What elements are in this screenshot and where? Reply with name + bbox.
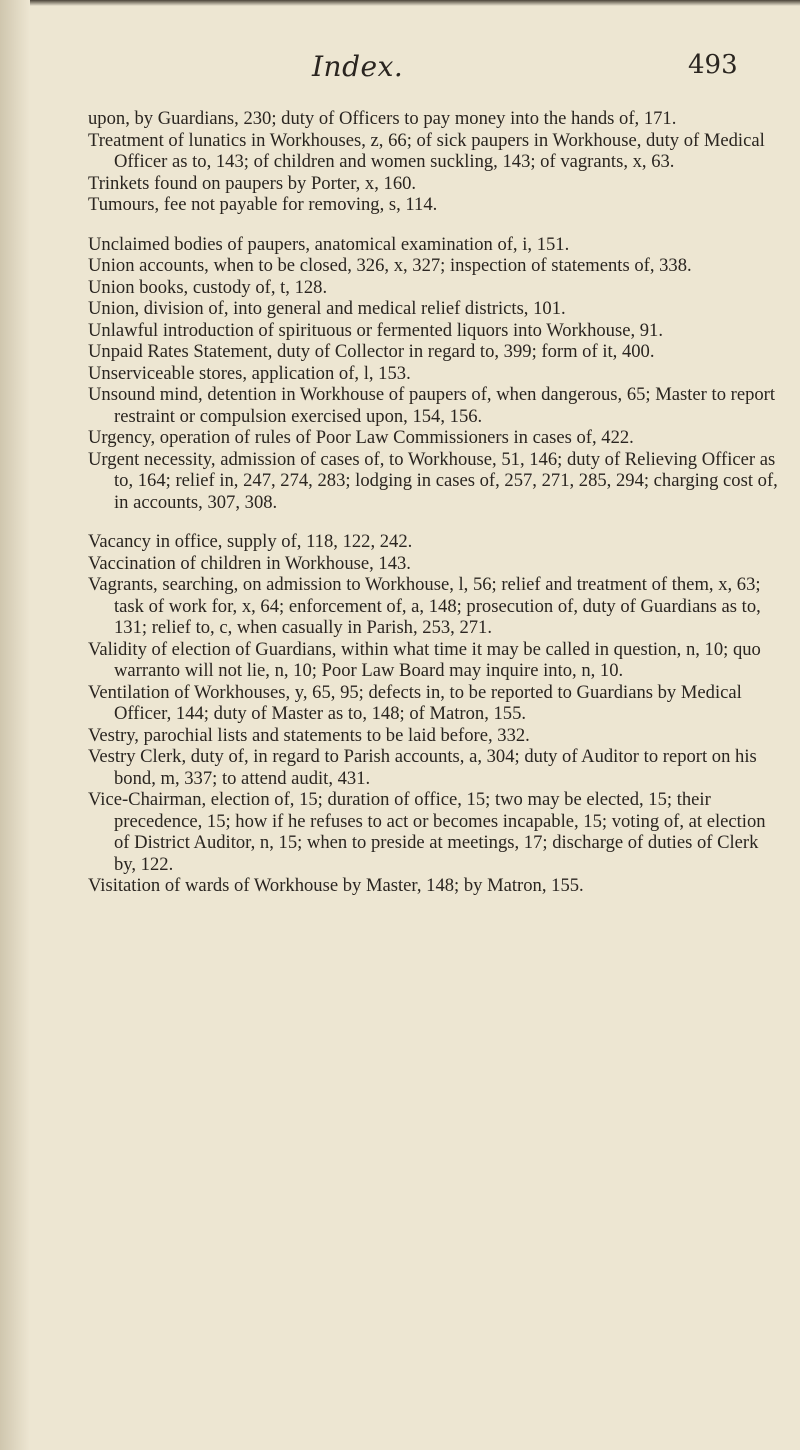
page-top-edge: [0, 0, 800, 6]
index-entry: Validity of election of Guardians, within what time it may be called in question, n, 10; quo warranto will not lie, n, 10; Poor Law Board may inquire into, n, 10.: [88, 638, 761, 681]
index-entry: upon, by Guardians, 230; duty of Officers to pay money into the hands of, 171.: [88, 108, 677, 129]
index-entry: Unserviceable stores, application of, l, 153.: [88, 362, 411, 384]
index-entry: Vice-Chairman, election of, 15; duration of office, 15; two may be elected, 15; their precedence, 15; how if he refuses to act or becomes incapable, 15; voting of, at election of District Auditor, n, 15; when to preside at meetings, 17; discharge of duties of Clerk by, 122.: [88, 789, 766, 875]
index-entry: Union, division of, into general and medical relief districts, 101.: [88, 298, 566, 319]
index-section-u: [88, 234, 778, 514]
running-title: Index.: [312, 50, 404, 83]
index-entry: Vagrants, searching, on admission to Workhouse, l, 56; relief and treatment of them, x, 63; task of work for, x, 64; enforcement of, a, 148; prosecution of, duty of Guardians as to, 131; relief to, c, when casually in Parish, 253, 271.: [88, 574, 761, 638]
index-entry: Vestry, parochial lists and statements to be laid before, 332.: [88, 724, 530, 746]
index-entry: Vestry Clerk, duty of, in regard to Parish accounts, a, 304; duty of Auditor to report on his bond, m, 337; to attend audit, 431.: [88, 746, 757, 789]
page-binding-shadow: [0, 0, 30, 1450]
index-entry: Vacancy in office, supply of, 118, 122, 242.: [88, 531, 413, 552]
index-entry: Urgent necessity, admission of cases of, to Workhouse, 51, 146; duty of Relieving Officer as to, 164; relief in, 247, 274, 283; lodging in cases of, 257, 271, 285, 294; charging cost of, in accounts, 307, 308.: [88, 448, 778, 513]
index-entry: Unlawful introduction of spirituous or fermented liquors into Workhouse, 91.: [88, 319, 663, 341]
index-entry: Visitation of wards of Workhouse by Master, 148; by Matron, 155.: [88, 875, 584, 896]
index-entry: Trinkets found on paupers by Porter, x, 160.: [88, 172, 417, 194]
index-entry: Ventilation of Workhouses, y, 65, 95; defects in, to be reported to Guardians by Medical Officer, 144; duty of Master as to, 148; of Matron, 155.: [88, 681, 742, 724]
index-body: [88, 108, 778, 915]
index-entry: Unpaid Rates Statement, duty of Collector in regard to, 399; form of it, 400.: [88, 341, 655, 362]
index-entry: Union books, custody of, t, 128.: [88, 276, 328, 298]
index-section-t: [88, 108, 778, 216]
index-entry: Urgency, operation of rules of Poor Law Commissioners in cases of, 422.: [88, 427, 634, 448]
index-entry: Union accounts, when to be closed, 326, x, 327; inspection of statements of, 338.: [88, 255, 692, 276]
page-number: 493: [688, 50, 738, 80]
page-header: [0, 20, 800, 83]
index-section-v: [88, 531, 778, 897]
index-entry: Unclaimed bodies of paupers, anatomical examination of, i, 151.: [88, 233, 570, 255]
index-entry: Unsound mind, detention in Workhouse of paupers of, when dangerous, 65; Master to report restraint or compulsion exercised upon, 154, 156.: [88, 384, 776, 427]
index-entry: Tumours, fee not payable for removing, s, 114.: [88, 194, 438, 215]
index-entry: Treatment of lunatics in Workhouses, z, 66; of sick paupers in Workhouse, duty of Medical Officer as to, 143; of children and women suckling, 143; of vagrants, x, 63.: [88, 129, 765, 172]
index-entry: Vaccination of children in Workhouse, 143.: [88, 552, 411, 574]
